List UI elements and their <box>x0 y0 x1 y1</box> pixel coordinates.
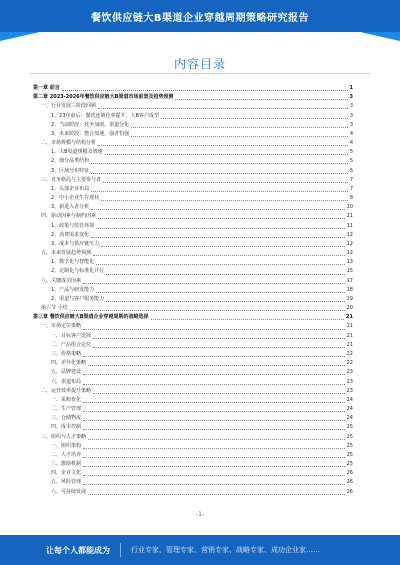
toc-entry-text: 二、产品组合定位 <box>51 341 92 348</box>
toc-entry[interactable] <box>33 222 353 231</box>
toc-entry-text: 六、关键成功因素 <box>41 277 82 284</box>
toc-entry[interactable] <box>33 84 353 93</box>
toc-entry-page: 23 <box>346 369 353 376</box>
toc-leader-dots <box>83 420 345 421</box>
toc-list <box>33 84 353 497</box>
toc-entry[interactable] <box>33 212 353 221</box>
toc-entry-page: 12 <box>346 240 353 247</box>
toc-entry-page: 7 <box>349 185 353 192</box>
toc-leader-dots <box>88 494 345 495</box>
toc-entry-page: 15 <box>346 268 353 275</box>
toc-entry-page: 5 <box>349 158 353 165</box>
toc-leader-dots <box>96 264 344 265</box>
toc-entry[interactable] <box>33 93 353 102</box>
toc-entry-page: 25 <box>346 442 353 449</box>
toc-entry-page: 21 <box>346 332 353 339</box>
toc-entry[interactable] <box>33 286 353 295</box>
toc-entry-page: 24 <box>346 415 353 422</box>
toc-entry[interactable] <box>33 313 353 322</box>
toc-entry[interactable] <box>33 341 353 350</box>
toc-leader-dots <box>83 384 345 385</box>
toc-entry[interactable] <box>33 102 353 111</box>
toc-entry-text: 二、人才培养 <box>51 451 82 458</box>
toc-entry-page: 25 <box>346 451 353 458</box>
toc-leader-dots <box>98 145 348 146</box>
toc-leader-dots <box>83 448 345 449</box>
toc-entry-text: 3、成本与供应链压力 <box>51 240 100 247</box>
toc-divider <box>30 73 370 74</box>
toc-entry-text: 三、激励机制 <box>51 461 82 468</box>
toc-entry-page: 8 <box>349 195 353 202</box>
toc-leader-dots <box>91 173 348 174</box>
toc-entry-text: 1、政策与监管环境 <box>51 222 95 229</box>
toc-entry-page: 11 <box>346 213 353 220</box>
footer-slogan: 让每个人都能成为 <box>46 545 110 555</box>
toc-leader-dots <box>151 319 344 320</box>
toc-entry[interactable] <box>33 157 353 166</box>
toc-entry-text: 五、未来发展趋势预测 <box>41 250 92 257</box>
toc-leader-dots <box>91 191 348 192</box>
toc-entry[interactable] <box>33 451 353 460</box>
toc-entry-page: 26 <box>346 470 353 477</box>
toc-entry[interactable] <box>33 405 353 414</box>
toc-leader-dots <box>91 237 344 238</box>
toc-entry-page: 4 <box>349 140 353 147</box>
toc-entry-text: 三、仓储物流 <box>51 415 82 422</box>
toc-entry-text: 一、组织架构 <box>51 442 82 449</box>
toc-entry-page: 20 <box>346 305 353 312</box>
toc-entry[interactable] <box>33 304 353 313</box>
toc-entry-text: 三、竞争格局与主要参与者 <box>41 176 102 183</box>
toc-entry-page: 11 <box>346 222 353 229</box>
toc-entry-page: 21 <box>346 341 353 348</box>
toc-entry[interactable] <box>33 442 353 451</box>
toc-entry-text: 六、渠道布局 <box>51 378 82 385</box>
toc-title: 内容目录 <box>173 57 226 71</box>
toc-entry-text: 1、产品与研发能力 <box>51 286 95 293</box>
toc-entry-text: 第三章 餐饮供应链大B渠道企业穿越周期的战略选择 <box>33 314 149 321</box>
toc-entry-page: 23 <box>346 387 353 394</box>
toc-entry-text: 3、未来阶段：整合加速，强者恒强 <box>51 130 130 137</box>
toc-entry-page: 5 <box>349 149 353 156</box>
toc-entry-page: 13 <box>346 259 353 266</box>
toc-entry[interactable] <box>33 185 353 194</box>
toc-entry[interactable] <box>33 332 353 341</box>
toc-entry[interactable] <box>33 240 353 249</box>
toc-entry-page: 25 <box>346 424 353 431</box>
toc-entry-text: 第六节 小结 <box>41 305 68 312</box>
toc-leader-dots <box>131 127 348 128</box>
toc-entry[interactable] <box>33 148 353 157</box>
toc-entry-page: 26 <box>346 479 353 486</box>
toc-leader-dots <box>83 329 345 330</box>
toc-entry-text: 三、组织与人才策略 <box>41 433 87 440</box>
toc-leader-dots <box>83 475 345 476</box>
header-decoration-right <box>360 32 400 41</box>
toc-entry-text: 一、市场定位策略 <box>41 323 82 330</box>
toc-entry-text: 1、23年前后：餐饮连锁化率提升，大B客户成型 <box>51 112 159 119</box>
toc-entry[interactable] <box>33 378 353 387</box>
toc-entry[interactable] <box>33 277 353 286</box>
toc-entry[interactable] <box>33 203 353 212</box>
toc-leader-dots <box>70 310 345 311</box>
toc-entry[interactable] <box>33 469 353 478</box>
toc-leader-dots <box>101 246 344 247</box>
report-title: 餐饮供应链大B渠道企业穿越周期策略研究报告 <box>90 12 310 24</box>
toc-leader-dots <box>96 292 344 293</box>
toc-leader-dots <box>83 457 345 458</box>
toc-entry[interactable] <box>33 478 353 487</box>
toc-leader-dots <box>105 154 348 155</box>
toc-leader-dots <box>83 484 345 485</box>
toc-entry-text: 第二章 2023-2026年餐饮供应链大B渠道市场前景及趋势预测 <box>33 94 174 101</box>
toc-leader-dots <box>91 209 344 210</box>
toc-entry-page: 7 <box>349 176 353 183</box>
toc-entry-page: 3 <box>349 121 353 128</box>
toc-entry-text: 3、新进入者分析 <box>51 204 90 211</box>
toc-leader-dots <box>83 411 345 412</box>
toc-entry[interactable] <box>33 249 353 258</box>
toc-entry-text: 1、大B渠道规模及增速 <box>51 149 103 156</box>
toc-entry[interactable] <box>33 423 353 432</box>
toc-leader-dots <box>83 356 345 357</box>
toc-leader-dots <box>101 200 348 201</box>
toc-entry-page: 22 <box>346 350 353 357</box>
toc-entry-text: 五、品牌建设 <box>51 369 82 376</box>
toc-entry-page: 4 <box>349 130 353 137</box>
toc-entry-page: 10 <box>346 204 353 211</box>
toc-entry-page: 3 <box>349 103 353 110</box>
toc-entry-page: 5 <box>349 167 353 174</box>
toc-entry[interactable] <box>33 350 353 359</box>
toc-entry[interactable] <box>33 267 353 276</box>
toc-entry[interactable] <box>33 231 353 240</box>
toc-entry-text: 2、细分品类结构 <box>51 158 90 165</box>
toc-entry-text: 四、企业文化 <box>51 470 82 477</box>
toc-entry[interactable] <box>33 176 353 185</box>
toc-entry-page: 21 <box>346 314 353 321</box>
toc-entry-text: 2、中小企业生存现状 <box>51 195 100 202</box>
toc-leader-dots <box>98 108 348 109</box>
toc-entry[interactable] <box>33 460 353 469</box>
toc-entry-text: 二、运营效率提升策略 <box>41 387 92 394</box>
toc-entry-page: 24 <box>346 406 353 413</box>
toc-entry[interactable] <box>33 258 353 267</box>
toc-entry[interactable] <box>33 396 353 405</box>
toc-entry-text: 四、差异化策略 <box>51 360 87 367</box>
toc-entry-page: 25 <box>346 461 353 468</box>
toc-leader-dots <box>62 90 348 91</box>
toc-entry[interactable] <box>33 121 353 130</box>
toc-entry-text: 二、生产管理 <box>51 406 82 413</box>
toc-entry-text: 五、风险管理 <box>51 479 82 486</box>
toc-entry-text: 二、市场规模与结构分析 <box>41 140 97 147</box>
toc-entry-page: 1 <box>349 85 353 91</box>
toc-entry[interactable] <box>33 359 353 368</box>
toc-entry-text: 1、数字化与智能化 <box>51 259 95 266</box>
toc-entry-page: 12 <box>346 231 353 238</box>
toc-leader-dots <box>96 228 344 229</box>
toc-entry-text: 六、可持续发展 <box>51 488 87 495</box>
toc-entry-text: 一、行业发展三阶段回顾 <box>41 103 97 110</box>
toc-entry-text: 3、区域分布特征 <box>51 167 90 174</box>
toc-entry-page: 19 <box>346 295 353 302</box>
toc-leader-dots <box>83 374 345 375</box>
toc-leader-dots <box>161 118 348 119</box>
toc-leader-dots <box>106 274 344 275</box>
footer-banner <box>0 535 400 565</box>
toc-entry-text: 1、头部企业布局 <box>51 185 90 192</box>
toc-entry-page: 23 <box>346 378 353 385</box>
toc-entry-page: 3 <box>349 112 353 119</box>
toc-leader-dots <box>93 347 345 348</box>
toc-leader-dots <box>106 301 344 302</box>
toc-entry[interactable] <box>33 112 353 121</box>
toc-entry-page: 12 <box>346 250 353 257</box>
toc-leader-dots <box>83 466 345 467</box>
toc-entry[interactable] <box>33 387 353 396</box>
toc-leader-dots <box>93 255 345 256</box>
toc-entry[interactable] <box>33 194 353 203</box>
toc-leader-dots <box>93 338 345 339</box>
toc-leader-dots <box>88 439 345 440</box>
toc-leader-dots <box>91 163 348 164</box>
toc-entry[interactable] <box>33 130 353 139</box>
toc-entry-text: 2、消费需求变化 <box>51 231 90 238</box>
toc-leader-dots <box>83 283 345 284</box>
toc-entry[interactable] <box>33 322 353 331</box>
toc-entry-page: 18 <box>346 286 353 293</box>
toc-leader-dots <box>83 429 345 430</box>
header-decoration-left <box>0 32 40 41</box>
toc-entry[interactable] <box>33 295 353 304</box>
toc-entry-page: 21 <box>346 323 353 330</box>
toc-entry-text: 四、驱动因素与制约因素 <box>41 213 97 220</box>
toc-entry-page: 17 <box>346 277 353 284</box>
toc-entry[interactable] <box>33 139 353 148</box>
toc-entry-page: 22 <box>346 360 353 367</box>
toc-entry-text: 三、价格策略 <box>51 350 82 357</box>
toc-entry-page: 26 <box>346 488 353 495</box>
toc-entry-text: 一、目标客户选择 <box>51 332 92 339</box>
toc-entry[interactable] <box>33 488 353 497</box>
toc-entry[interactable] <box>33 167 353 176</box>
toc-entry-text: 四、成本控制 <box>51 424 82 431</box>
toc-leader-dots <box>175 99 347 100</box>
toc-leader-dots <box>88 365 345 366</box>
footer-tagline: 行业专家、管理专家、营销专家、战略专家、成功企业家…… <box>131 546 320 554</box>
toc-leader-dots <box>131 136 348 137</box>
toc-leader-dots <box>98 218 345 219</box>
toc-entry-page: 24 <box>346 396 353 403</box>
toc-entry-text: 第一章 前言 <box>33 85 60 91</box>
toc-entry-text: 一、采购优化 <box>51 396 82 403</box>
toc-entry[interactable] <box>33 414 353 423</box>
toc-entry-page: 25 <box>346 433 353 440</box>
footer-divider <box>120 543 121 557</box>
toc-entry-text: 2、当前阶段：竞争加剧，渠道分化 <box>51 121 130 128</box>
toc-leader-dots <box>93 393 345 394</box>
toc-entry-page: 3 <box>349 94 353 101</box>
toc-leader-dots <box>103 182 348 183</box>
toc-entry-text: 2、定制化与标准化并行 <box>51 268 105 275</box>
toc-leader-dots <box>83 402 345 403</box>
toc-entry-text: 2、渠道与客户服务能力 <box>51 295 105 302</box>
page-number: -1- <box>195 511 205 518</box>
toc-entry[interactable] <box>33 368 353 377</box>
toc-entry[interactable] <box>33 433 353 442</box>
header-banner <box>0 0 400 32</box>
